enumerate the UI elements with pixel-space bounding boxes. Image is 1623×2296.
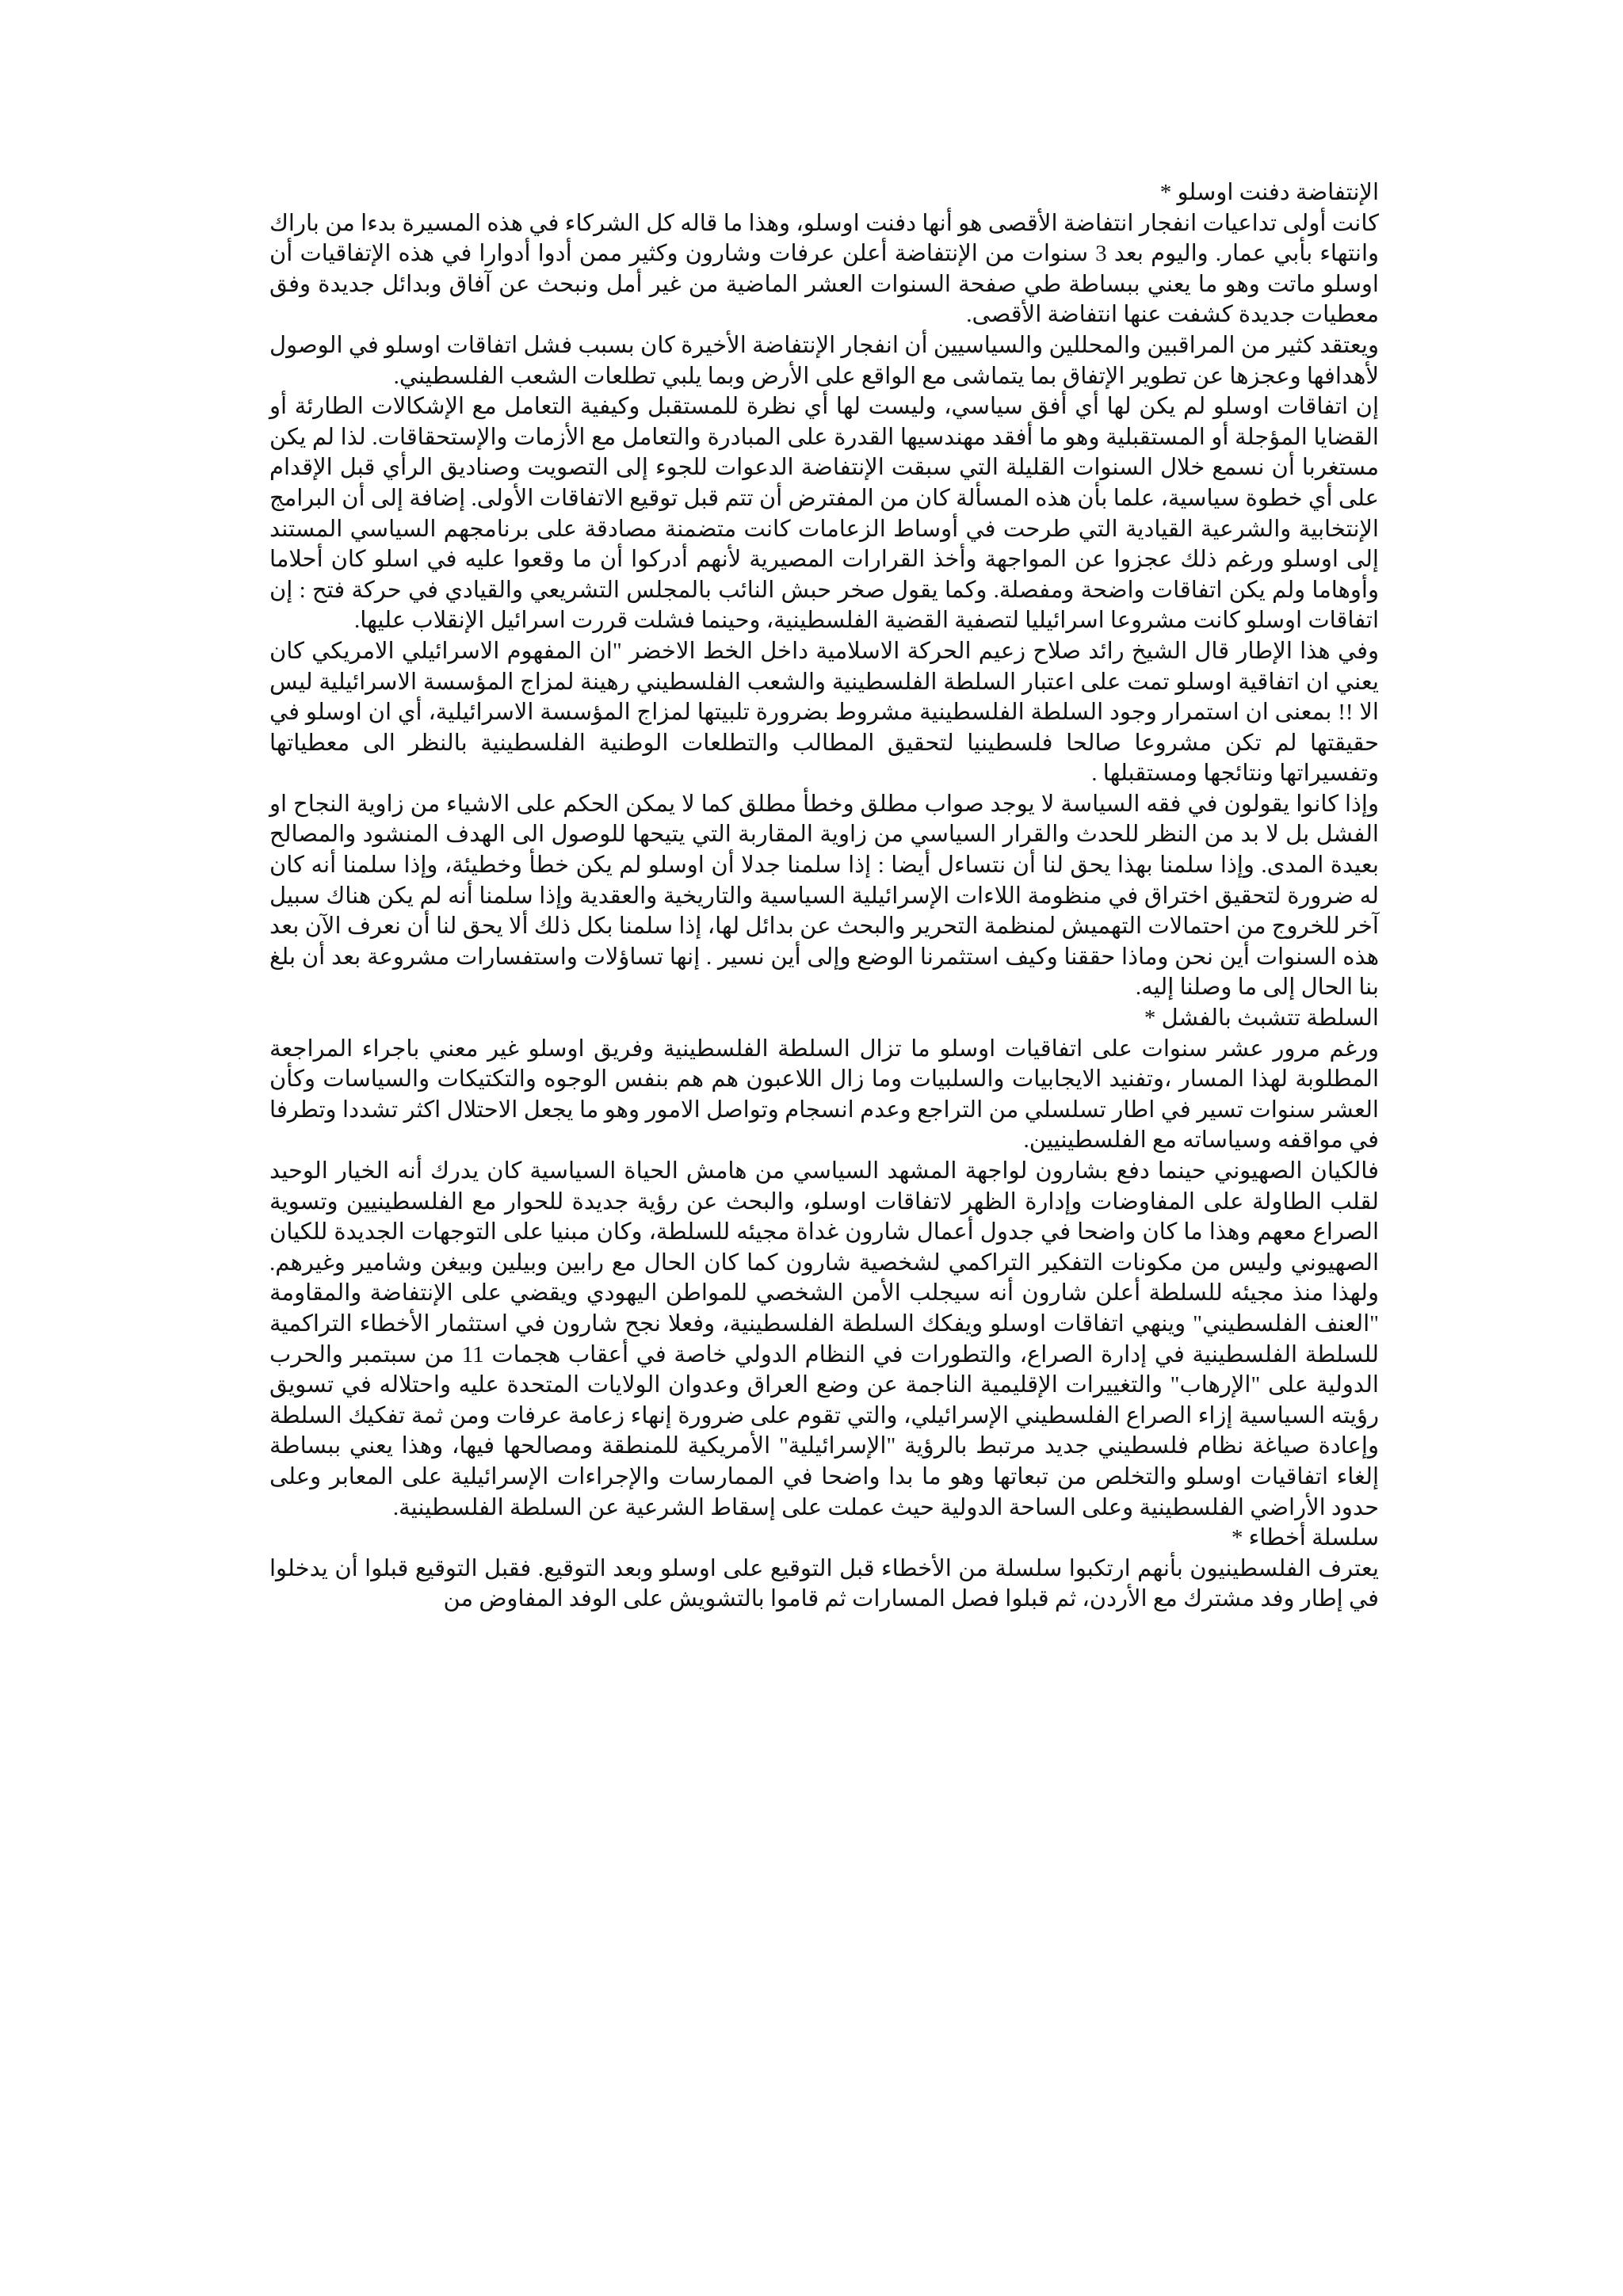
paragraph: وإذا كانوا يقولون في فقه السياسة لا يوجد صواب مطلق وخطأ مطلق كما لا يمكن الحكم على الاشياء من زاوية النجاح او الفشل بل لا بد من النظر للحدث والقرار السياسي من زاوية المقاربة التي يتيحها للوصول الى الهدف المنشود والمصالح بعيدة المدى. وإذا سلمنا بهذا يحق لنا أن نتساءل أيضا : إذا سلمنا جدلا أن اوسلو لم يكن خطأ وخطيئة، وإذا سلمنا أنه كان له ضرورة لتحقيق اختراق في منظومة اللاءات الإسرائيلية السياسية والتاريخية والعقدية وإذا سلمنا أنه لم يكن هناك سبيل آخر للخروج من احتمالات التهميش لمنظمة التحرير والبحث عن بدائل لها، إذا سلمنا بكل ذلك ألا يحق لنا أن نعرف الآن بعد هذه السنوات أين نحن وماذا حققنا وكيف استثمرنا الوضع وإلى أين نسير . إنها تساؤلات واستفسارات مشروعة بعد أن بلغ بنا الحال إلى ما وصلنا إليه. bbox=[269, 791, 1379, 1001]
paragraph: فالكيان الصهيوني حينما دفع بشارون لواجهة المشهد السياسي من هامش الحياة السياسية كان يدرك أنه الخيار الوحيد لقلب الطاولة على المفاوضات وإدارة الظهر لاتفاقات اوسلو، والبحث عن رؤية جديدة للحوار مع الفلسطينيين وتسوية الصراع معهم وهذا ما كان واضحا في جدول أعمال شارون غداة مجيئه للسلطة، وكان مبنيا على التوجهات الجديدة للكيان الصهيوني وليس من مكونات التفكير التراكمي لشخصية شارون كما كان الحال مع رابين وبيلين وبيغن وشامير وغيرهم. ولهذا منذ مجيئه للسلطة أعلن شارون أنه سيجلب الأمن الشخصي للمواطن اليهودي ويقضي على الإنتفاضة والمقاومة "العنف الفلسطيني" وينهي اتفاقات اوسلو ويفكك السلطة الفلسطينية، وفعلا نجح شارون في استثمار الأخطاء التراكمية للسلطة الفلسطينية في إدارة الصراع، والتطورات في النظام الدولي خاصة في أعقاب هجمات 11 من سبتمبر والحرب الدولية على "الإرهاب" والتغييرات الإقليمية الناجمة عن وضع العراق وعدوان الولايات المتحدة عليه واحتلاله في تسويق رؤيته السياسية إزاء الصراع الفلسطيني الإسرائيلي، والتي تقوم على ضرورة إنهاء زعامة عرفات ومن ثمة تفكيك السلطة وإعادة صياغة نظام فلسطيني جديد مرتبط بالرؤية "الإسرائيلية" الأمريكية للمنطقة ومصالحها فيها، وهذا يعني ببساطة إلغاء اتفاقيات اوسلو والتخلص من تبعاتها وهو ما بدا واضحا في الممارسات والإجراءات الإسرائيلية على المعابر وعلى حدود الأراضي الفلسطينية وعلى الساحة الدولية حيث عملت على إسقاط الشرعية عن السلطة الفلسطينية. bbox=[269, 1158, 1379, 1520]
section-heading: سلسلة أخطاء * bbox=[1231, 1525, 1379, 1551]
paragraph: وفي هذا الإطار قال الشيخ رائد صلاح زعيم الحركة الاسلامية داخل الخط الاخضر "ان المفهوم الاسرائيلي الامريكي كان يعني ان اتفاقية اوسلو تمت على اعتبار السلطة الفلسطينية والشعب الفلسطيني رهينة لمزاج المؤسسة الاسرائيلية ليس الا !! بمعنى ان استمرار وجود السلطة الفلسطينية مشروط بضرورة تلبيتها لمزاج المؤسسة الاسرائيلية، أي ان اوسلو في حقيقتها لم تكن مشروعا صالحا فلسطينيا لتحقيق المطالب والتطلعات الوطنية الفلسطينية بالنظر الى معطياتها وتفسيراتها ونتائجها ومستقبلها . bbox=[269, 638, 1379, 787]
section-heading: السلطة تتشبث بالفشل * bbox=[1144, 1005, 1379, 1032]
section-heading: الإنتفاضة دفنت اوسلو * bbox=[1159, 180, 1379, 205]
paragraph: يعترف الفلسطينيون بأنهم ارتكبوا سلسلة من الأخطاء قبل التوقيع على اوسلو وبعد التوقيع. فقبل التوقيع قبلوا أن يدخلوا في إطار وفد مشترك مع الأردن، ثم قبلوا فصل المسارات ثم قاموا بالتشويش على الوفد المفاوض من bbox=[269, 1555, 1379, 1612]
paragraph: كانت أولى تداعيات انفجار انتفاضة الأقصى هو أنها دفنت اوسلو، وهذا ما قاله كل الشركاء في هذه المسيرة بدءا من باراك وانتهاء بأبي عمار. واليوم بعد 3 سنوات من الإنتفاضة أعلن عرفات وشارون وكثير ممن أدوا أدوارا في هذه الإتفاقيات أن اوسلو ماتت وهو ما يعني ببساطة طي صفحة السنوات العشر الماضية من غير أمل ونبحث عن آفاق وبدائل جديدة وفق معطيات جديدة كشفت عنها انتفاضة الأقصى. bbox=[269, 210, 1380, 328]
paragraph: ويعتقد كثير من المراقبين والمحللين والسياسيين أن انفجار الإنتفاضة الأخيرة كان بسبب فشل اتفاقات اوسلو في الوصول لأهدافها وعجزها عن تطوير الإتفاق بما يتماشى مع الواقع على الأرض وبما يلبي تطلعات الشعب الفلسطيني. bbox=[269, 332, 1379, 389]
document-body bbox=[269, 177, 1379, 1615]
paragraph: إن اتفاقات اوسلو لم يكن لها أي أفق سياسي، وليست لها أي نظرة للمستقبل وكيفية التعامل مع الإشكالات الطارئة أو القضايا المؤجلة أو المستقبلية وهو ما أفقد مهندسيها القدرة على المبادرة والتعامل مع الأزمات والإستحقاقات. لذا لم يكن مستغربا أن نسمع خلال السنوات القليلة التي سبقت الإنتفاضة الدعوات للجوء إلى التصويت وصناديق الرأي قبل الإقدام على أي خطوة سياسية، علما بأن هذه المسألة كان من المفترض أن تتم قبل توقيع الاتفاقات الأولى. إضافة إلى أن البرامج الإنتخابية والشرعية القيادية التي طرحت في أوساط الزعامات كانت متضمنة مصادقة على برنامجهم السياسي المستند إلى اوسلو ورغم ذلك عجزوا عن المواجهة وأخذ القرارات المصيرية لأنهم أدركوا أن ما وقعوا عليه في اسلو كان أحلاما وأوهاما ولم يكن اتفاقات واضحة ومفصلة. وكما يقول صخر حبش النائب بالمجلس التشريعي والقيادي في حركة فتح : إن اتفاقات اوسلو كانت مشروعا اسرائيليا لتصفية القضية الفلسطينية، وحينما فشلت قررت اسرائيل الإنقلاب عليها. bbox=[269, 394, 1379, 634]
paragraph: ورغم مرور عشر سنوات على اتفاقيات اوسلو ما تزال السلطة الفلسطينية وفريق اوسلو غير معني باجراء المراجعة المطلوبة لهذا المسار ،وتفنيد الايجابيات والسلبيات وما زال اللاعبون هم هم بنفس الوجوه والتكتيكات والسياسات وكأن العشر سنوات تسير في اطار تسلسلي من التراجع وعدم انسجام وتواصل الامور وهو ما يجعل الاحتلال اكثر تشددا وتطرفا في مواقفه وسياساته مع الفلسطينيين. bbox=[269, 1035, 1380, 1154]
